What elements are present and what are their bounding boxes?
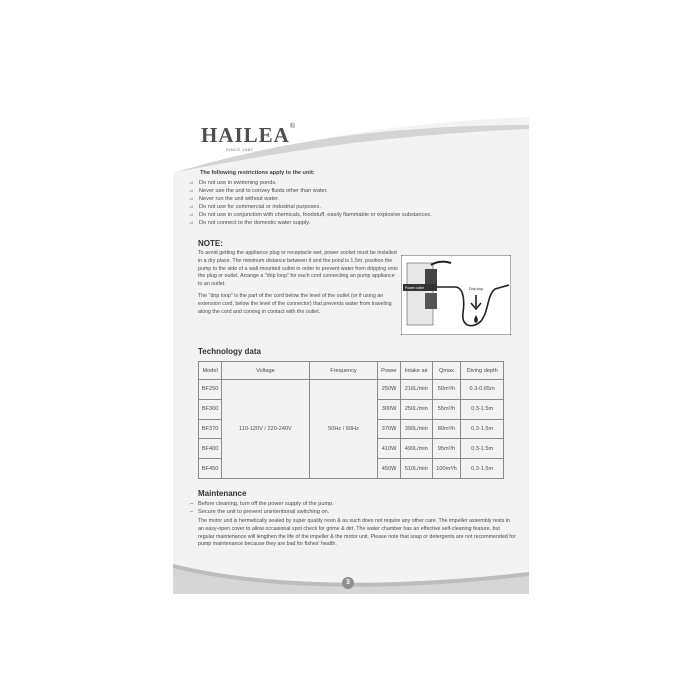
power-cell: 450W bbox=[378, 459, 400, 479]
column-header: Model bbox=[199, 362, 222, 380]
depth-cell: 0.3-1.5m bbox=[461, 419, 504, 439]
restriction-item: ⊿ Do not use in swimming ponds. bbox=[189, 180, 277, 186]
depth-cell: 0.3-1.5m bbox=[461, 399, 504, 419]
qmax-cell: 100m³/h bbox=[432, 459, 461, 479]
technology-table bbox=[198, 361, 504, 479]
note-paragraph: To avoid getting the appliance plug or receptacle wet, power socket must be installed in a dry place. The minimum distance between it and the pond is 1.5m. position the pump to the side of a wall-mounted outlet in order to prevent water from dripping onto the plug or outlet. Arrange a "drip loop" for each cord connecting an pump appliance to an outlet. bbox=[198, 250, 398, 288]
restrictions-title: The following restrictions apply to the unit: bbox=[200, 170, 315, 176]
intake-cell: 216L/min bbox=[400, 380, 432, 400]
model-cell: BF370 bbox=[199, 419, 222, 439]
maintenance-title: Maintenance bbox=[198, 489, 247, 498]
power-cell: 300W bbox=[378, 399, 400, 419]
depth-cell: 0.3-1.5m bbox=[461, 439, 504, 459]
warning-bullet-icon: ⊿ bbox=[189, 188, 194, 194]
maintenance-item: – Secure the unit to prevent unintentional switching on. bbox=[190, 508, 330, 515]
depth-cell: 0.3-1.5m bbox=[461, 459, 504, 479]
qmax-cell: 50m³/h bbox=[432, 380, 461, 400]
restrictions-list bbox=[189, 179, 519, 227]
model-cell: BF300 bbox=[199, 399, 222, 419]
column-header: Qmax bbox=[432, 362, 461, 380]
note-body bbox=[198, 250, 398, 320]
drip-loop-diagram bbox=[401, 255, 511, 335]
qmax-cell: 95m³/h bbox=[432, 439, 461, 459]
table-header-row bbox=[199, 362, 504, 380]
restriction-item: ⊿ Do not use for commercial or industrial purposes. bbox=[189, 204, 321, 210]
note-paragraph: The "drip loop" is the part of the cord below the level of the outlet (or if using an extension cord, below the level of the connector) that prevents water from traveling along the cord and coming in contact with the outlet. bbox=[198, 292, 392, 315]
logo-text: HAILEA bbox=[201, 123, 290, 147]
voltage-cell: 110-120V / 220-240V bbox=[222, 380, 309, 479]
maintenance-item: – Before cleaning, turn off the power supply of the pump. bbox=[190, 501, 334, 507]
hailea-logo bbox=[201, 123, 296, 152]
column-header: Diving depth bbox=[461, 362, 504, 380]
depth-cell: 0.3-0.65m bbox=[461, 380, 504, 400]
model-cell: BF400 bbox=[199, 439, 222, 459]
restriction-item: ⊿ Do not connect to the domestic water supply. bbox=[189, 220, 311, 226]
intake-cell: 390L/min bbox=[400, 419, 432, 439]
drip-loop-label: Drip loop bbox=[469, 287, 484, 291]
note-title: NOTE: bbox=[198, 239, 223, 248]
manual-page bbox=[173, 103, 529, 594]
warning-bullet-icon: ⊿ bbox=[189, 204, 194, 210]
power-cell: 410W bbox=[378, 439, 400, 459]
technology-title: Technology data bbox=[198, 347, 261, 356]
restriction-item: ⊿ Do not use in conjunction with chemicals, foodstuff, easily flammable or explosive substances. bbox=[189, 212, 432, 218]
intake-cell: 250L/min bbox=[400, 399, 432, 419]
column-header: Voltage bbox=[222, 362, 309, 380]
intake-cell: 490L/min bbox=[400, 439, 432, 459]
restrictions-section bbox=[189, 170, 519, 227]
table-row bbox=[199, 380, 504, 400]
intake-cell: 510L/min bbox=[400, 459, 432, 479]
model-cell: BF250 bbox=[199, 380, 222, 400]
frequency-cell: 50Hz / 60Hz bbox=[309, 380, 378, 479]
model-cell: BF450 bbox=[199, 459, 222, 479]
logo-registered-mark: ® bbox=[289, 123, 296, 130]
logo-tagline: SINCE 1987 bbox=[226, 147, 254, 152]
restriction-item: ⊿ Never use the unit to convey fluids other than water. bbox=[189, 188, 328, 194]
warning-bullet-icon: ⊿ bbox=[189, 212, 194, 218]
column-header: Power bbox=[378, 362, 400, 380]
maintenance-text: The motor unit is hermetically sealed by super quality resin & as such does not require any other care. The impeller assembly rests in an easy-open cover to allow occasional spot check for grime & dirt. The water chamber has an effective self-cleaning feature, but regular maintenance will lengthen the life of the impeller & the motor unit. Please note that soap or detergents are not recommended for pump maintenance because they are bad for fishes' health. bbox=[198, 518, 516, 548]
warning-bullet-icon: ⊿ bbox=[189, 196, 194, 202]
restriction-item: ⊿ Never run the unit without water. bbox=[189, 196, 280, 202]
power-cell: 370W bbox=[378, 419, 400, 439]
power-cell: 250W bbox=[378, 380, 400, 400]
warning-bullet-icon: ⊿ bbox=[189, 220, 194, 226]
page-number: 3 bbox=[342, 577, 354, 589]
column-header: Frequency bbox=[309, 362, 378, 380]
warning-bullet-icon: ⊿ bbox=[189, 180, 194, 186]
power-outlet-label: Power outlet bbox=[405, 286, 424, 290]
qmax-cell: 80m³/h bbox=[432, 419, 461, 439]
qmax-cell: 55m³/h bbox=[432, 399, 461, 419]
column-header: Intake air bbox=[400, 362, 432, 380]
maintenance-list bbox=[190, 501, 334, 517]
